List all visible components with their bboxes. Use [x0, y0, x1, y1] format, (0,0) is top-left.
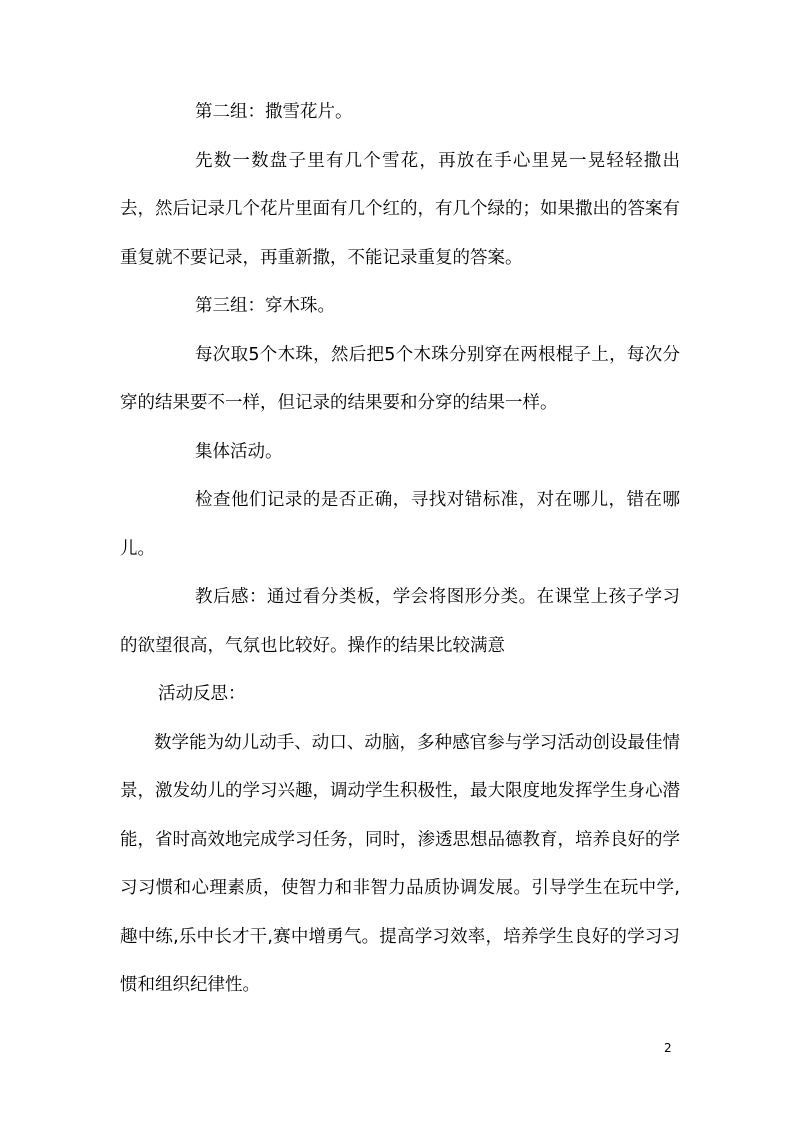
paragraph-teaching-reflection: 教后感：通过看分类板，学会将图形分类。在课堂上孩子学习的欲望很高，气氛也比较好。操作的结果比较满意 — [120, 587, 680, 656]
paragraph-group3-title: 第三组：穿木珠。 — [195, 296, 335, 316]
paragraph-activity-reflection-title: 活动反思： — [158, 684, 246, 704]
paragraph-group2-body: 先数一数盘子里有几个雪花，再放在手心里晃一晃轻轻撒出去，然后记录几个花片里面有几个红的，有几个绿的；如果撒出的答案有重复就不要记录，再重新撒，不能记录重复的答案。 — [120, 150, 680, 268]
paragraph-activity-reflection-body: 数学能为幼儿动手、动口、动脑，多种感官参与学习活动创设最佳情景，激发幼儿的学习兴趣，调动学生积极性，最大限度地发挥学生身心潜能，省时高效地完成学习任务，同时，渗透思想品德教育，培养良好的学习习惯和心理素质，使智力和非智力品质协调发展。引导学生在玩中学,趣中练,乐中长才干,赛中增勇气。提高学习效率，培养学生良好的学习习惯和组织纪律性。 — [120, 732, 680, 995]
paragraph-group-activity-body: 检查他们记录的是否正确，寻找对错标准，对在哪儿，错在哪儿。 — [120, 490, 680, 559]
page-body — [120, 88, 680, 1010]
paragraph-group2-title: 第二组：撒雪花片。 — [195, 102, 353, 122]
page-number: 2 — [664, 1041, 672, 1055]
paragraph-group3-body: 每次取5个木珠，然后把5个木珠分别穿在两根棍子上，每次分穿的结果要不一样，但记录的结果要和分穿的结果一样。 — [120, 344, 680, 413]
paragraph-group-activity-title: 集体活动。 — [195, 441, 283, 462]
